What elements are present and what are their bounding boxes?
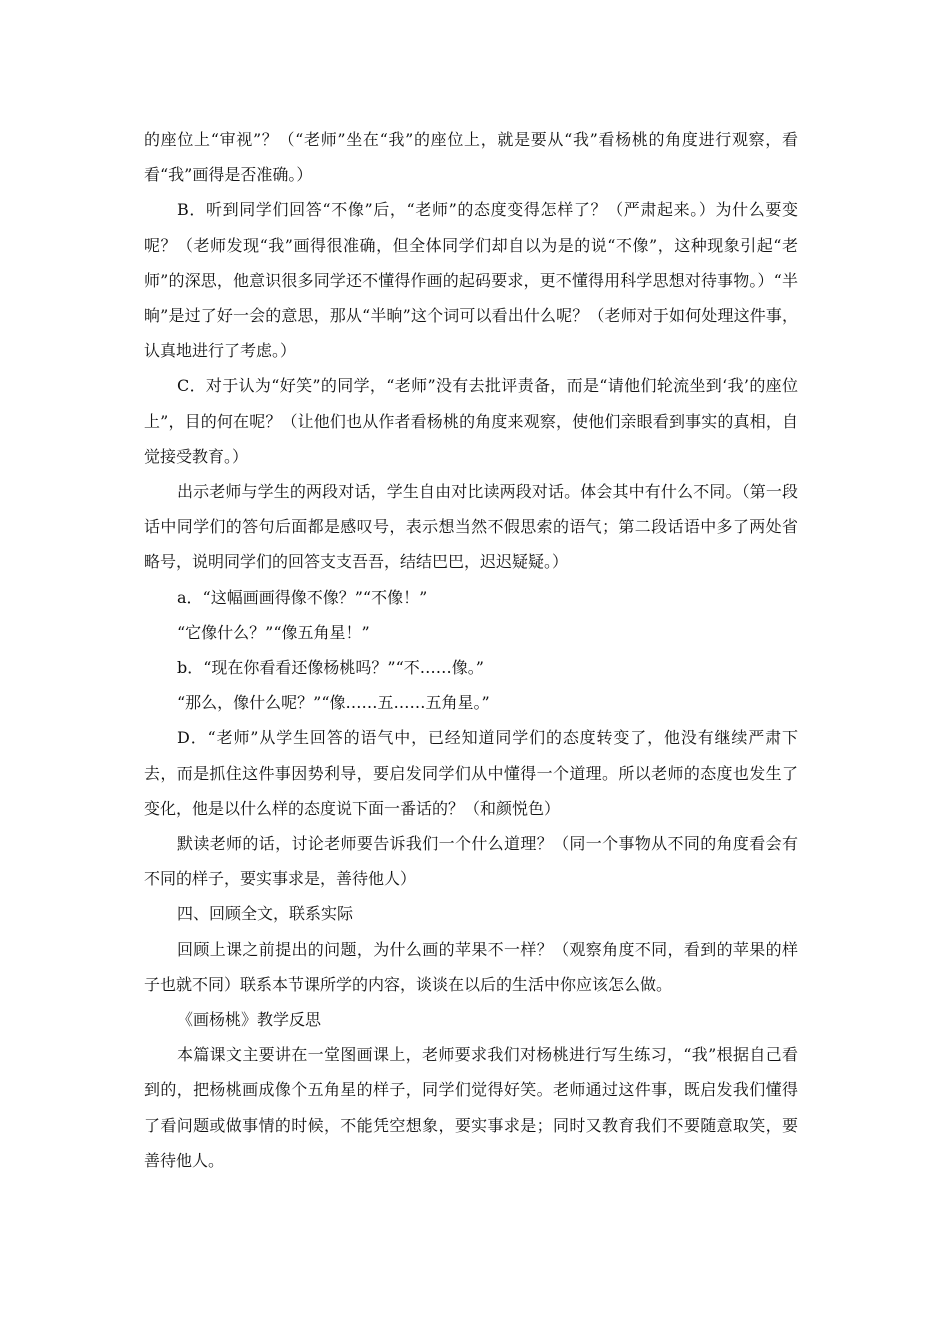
- dialogue-b-line-1: b．“现在你看看还像杨桃吗？”“不……像。”: [177, 658, 484, 678]
- paragraph-question-d: D．“老师”从学生回答的语气中，已经知道同学们的态度转变了，他没有继续严肃下去，而是抓住这件事因势利导，要启发同学们从中懂得一个道理。所以老师的态度也发生了变化，他是以什么样的态度说下面一番话的？（和颜悦色）: [144, 728, 798, 818]
- document-body: [144, 122, 798, 1178]
- paragraph-continuation: 的座位上“审视”？（“老师”坐在“我”的座位上，就是要从“我”看杨桃的角度进行观察，看看“我”画得是否准确。）: [144, 130, 798, 185]
- dialogue-a-line-2: “它像什么？”“像五角星！”: [177, 622, 370, 642]
- paragraph-reflection: 本篇课文主要讲在一堂图画课上，老师要求我们对杨桃进行写生练习，“我”根据自己看到的，把杨桃画成像个五角星的样子，同学们觉得好笑。老师通过这件事，既启发我们懂得了看问题或做事情的时候，不能凭空想象，要实事求是；同时又教育我们不要随意取笑，要善待他人。: [144, 1045, 798, 1170]
- section-heading-review: 四、回顾全文，联系实际: [177, 904, 354, 924]
- dialogue-a-line-1: a．“这幅画画得像不像？”“不像！”: [177, 587, 428, 607]
- dialogue-b-line-2: “那么，像什么呢？”“像……五……五角星。”: [177, 693, 490, 713]
- paragraph-question-b: B．听到同学们回答“不像”后，“老师”的态度变得怎样了？（严肃起来。）为什么要变呢？（老师发现“我”画得很准确，但全体同学们却自以为是的说“不像”，这种现象引起“老师”的深思，他意识很多同学还不懂得作画的起码要求，更不懂得用科学思想对待事物。）“半晌”是过了好一会的意思，那从“半晌”这个词可以看出什么呢？（老师对于如何处理这件事，认真地进行了考虑。）: [144, 200, 798, 361]
- paragraph-review: 回顾上课之前提出的问题，为什么画的苹果不一样？（观察角度不同，看到的苹果的样子也就不同）联系本节课所学的内容，谈谈在以后的生活中你应该怎么做。: [144, 939, 798, 994]
- paragraph-question-c: C．对于认为“好笑”的同学，“老师”没有去批评责备，而是“请他们轮流坐到‘我’的座位上”，目的何在呢？（让他们也从作者看杨桃的角度来观察，使他们亲眼看到事实的真相，自觉接受教育。）: [144, 376, 798, 466]
- paragraph-dialogue-intro: 出示老师与学生的两段对话，学生自由对比读两段对话。体会其中有什么不同。（第一段话中同学们的答句后面都是感叹号，表示想当然不假思索的语气；第二段话语中多了两处省略号，说明同学们的回答支支吾吾，结结巴巴，迟迟疑疑。）: [144, 482, 798, 572]
- paragraph-silent-reading: 默读老师的话，讨论老师要告诉我们一个什么道理？（同一个事物从不同的角度看会有不同的样子，要实事求是，善待他人）: [144, 834, 798, 889]
- section-heading-reflection: 《画杨桃》教学反思: [177, 1010, 322, 1030]
